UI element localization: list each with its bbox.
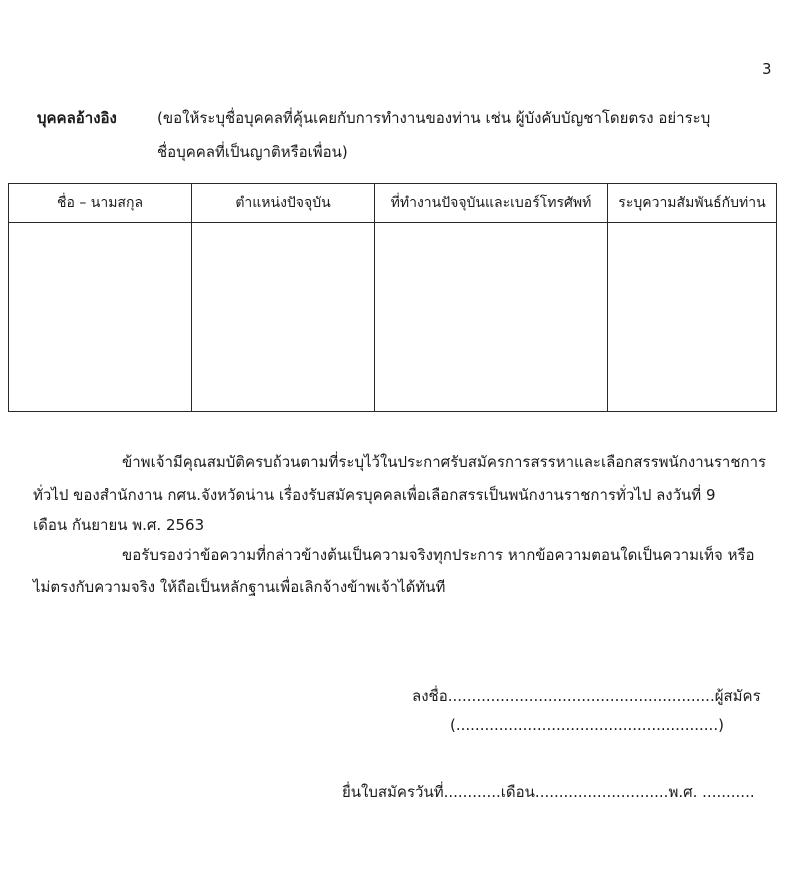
references-note-line-1: (ขอให้ระบุชื่อบุคคลที่คุ้นเคยกับการทำงานของท่าน เช่น ผู้บังคับบัญชาโดยตรง อย่าระบุ: [157, 109, 711, 127]
declaration-paragraph-1-line-1: ข้าพเจ้ามีคุณสมบัติครบถ้วนตามที่ระบุไว้ในประกาศรับสมัครการสรรหาและเลือกสรรพนักงานราชการ: [122, 453, 767, 471]
page-number: 3: [762, 60, 772, 78]
table-header-row: [9, 184, 777, 223]
references-heading: บุคคลอ้างอิง: [37, 109, 117, 127]
cell-relationship: [608, 223, 777, 412]
table-row: [9, 223, 777, 412]
cell-name: [9, 223, 192, 412]
cell-workplace-phone: [375, 223, 608, 412]
header-name: ชื่อ – นามสกุล: [9, 184, 192, 223]
declaration-paragraph-2-line-1: ขอรับรองว่าข้อความที่กล่าวข้างต้นเป็นความจริงทุกประการ หากข้อความตอนใดเป็นความเท็จ หรือ: [122, 546, 755, 564]
signature-line: ลงชื่อ........................................................ผู้สมัคร: [412, 687, 761, 705]
declaration-paragraph-1-line-2: ทั่วไป ของสำนักงาน กศน.จังหวัดน่าน เรื่องรับสมัครบุคคลเพื่อเลือกสรรเป็นพนักงานราชการทั่วไป ลงวันที่ 9: [33, 486, 716, 504]
references-table: [8, 183, 777, 412]
application-date-line: ยื่นใบสมัครวันที่............เดือน............................พ.ศ. ...........: [342, 783, 755, 801]
declaration-paragraph-2-line-2: ไม่ตรงกับความจริง ให้ถือเป็นหลักฐานเพื่อเลิกจ้างข้าพเจ้าได้ทันที: [33, 578, 446, 596]
cell-position: [192, 223, 375, 412]
header-workplace-phone: ที่ทำงานปัจจุบันและเบอร์โทรศัพท์: [375, 184, 608, 223]
header-relationship: ระบุความสัมพันธ์กับท่าน: [608, 184, 777, 223]
declaration-paragraph-1-line-3: เดือน กันยายน พ.ศ. 2563: [33, 516, 205, 534]
header-position: ตำแหน่งปัจจุบัน: [192, 184, 375, 223]
signature-name-line: (.......................................................): [450, 716, 724, 734]
references-note-line-2: ชื่อบุคคลที่เป็นญาติหรือเพื่อน): [157, 143, 348, 161]
